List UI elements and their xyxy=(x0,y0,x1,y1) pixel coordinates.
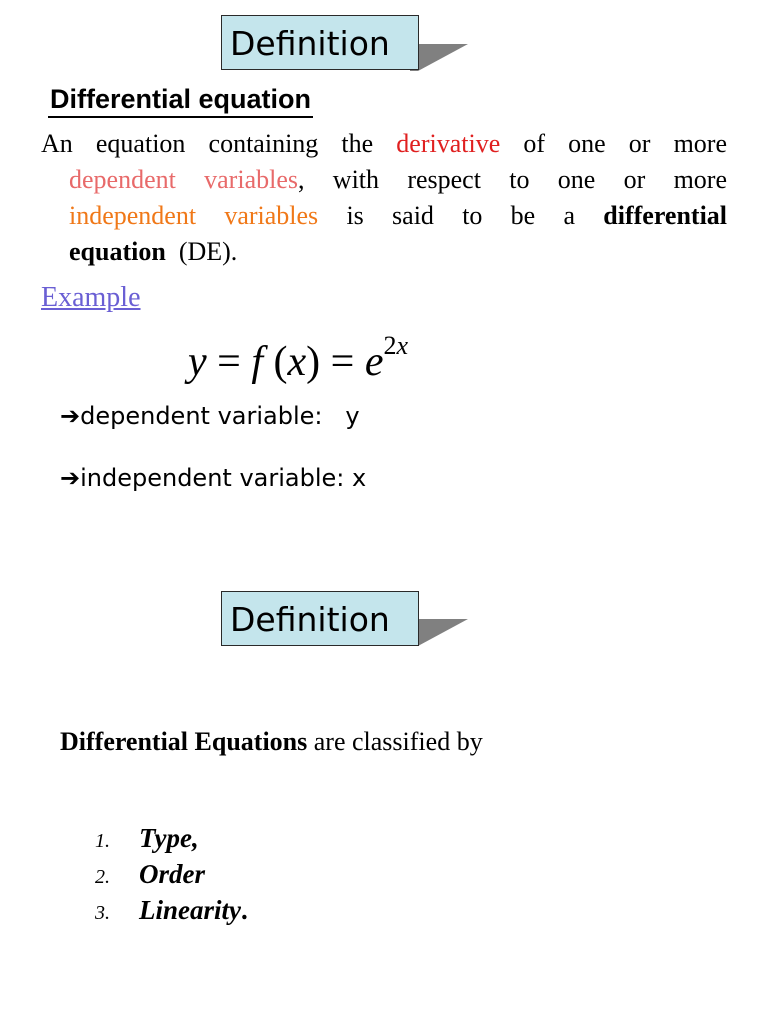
section-heading: Differential equation xyxy=(48,82,313,118)
example-equation: y = f $(x) = e^{2x}$ xyxy=(188,331,409,385)
right-arrow-icon: ➔ xyxy=(60,464,81,492)
equation-term: equation xyxy=(69,237,166,266)
dependent-variable-line: ➔dependent variable: y xyxy=(60,402,360,430)
differential-term: differential xyxy=(603,201,728,230)
dependent-variables-term: dependent variables xyxy=(69,165,298,194)
paragraph-line-3: independent variables is said to be a differential xyxy=(69,201,728,230)
classification-list xyxy=(95,820,248,928)
list-item: 1. Type, xyxy=(95,823,199,853)
example-link[interactable]: Example xyxy=(41,282,141,313)
independent-variable-line: ➔independent variable: x xyxy=(60,464,367,492)
independent-variables-term: independent variables xyxy=(69,201,319,230)
definition-title-box xyxy=(221,591,419,646)
classification-intro: Differential Equations are classified by xyxy=(60,727,483,756)
paragraph-line-4: equation (DE). xyxy=(69,237,238,266)
list-item: 3. Linearity. xyxy=(95,895,248,925)
equation-exponent: 2x xyxy=(383,331,409,360)
paragraph-line-2: dependent variables, with respect to one or more xyxy=(69,165,728,194)
derivative-term: derivative xyxy=(396,129,501,158)
list-item: 2. Order xyxy=(95,859,205,889)
definition-paragraph xyxy=(41,126,727,270)
right-arrow-icon: ➔ xyxy=(60,402,81,430)
definition-title-box xyxy=(221,15,419,70)
definition-title: Definition xyxy=(230,24,390,63)
paragraph-line-1: An equation containing the derivative of one or more xyxy=(41,129,727,158)
definition-title: Definition xyxy=(230,600,390,639)
definition-shadow xyxy=(410,615,472,649)
definition-shadow xyxy=(410,40,472,74)
